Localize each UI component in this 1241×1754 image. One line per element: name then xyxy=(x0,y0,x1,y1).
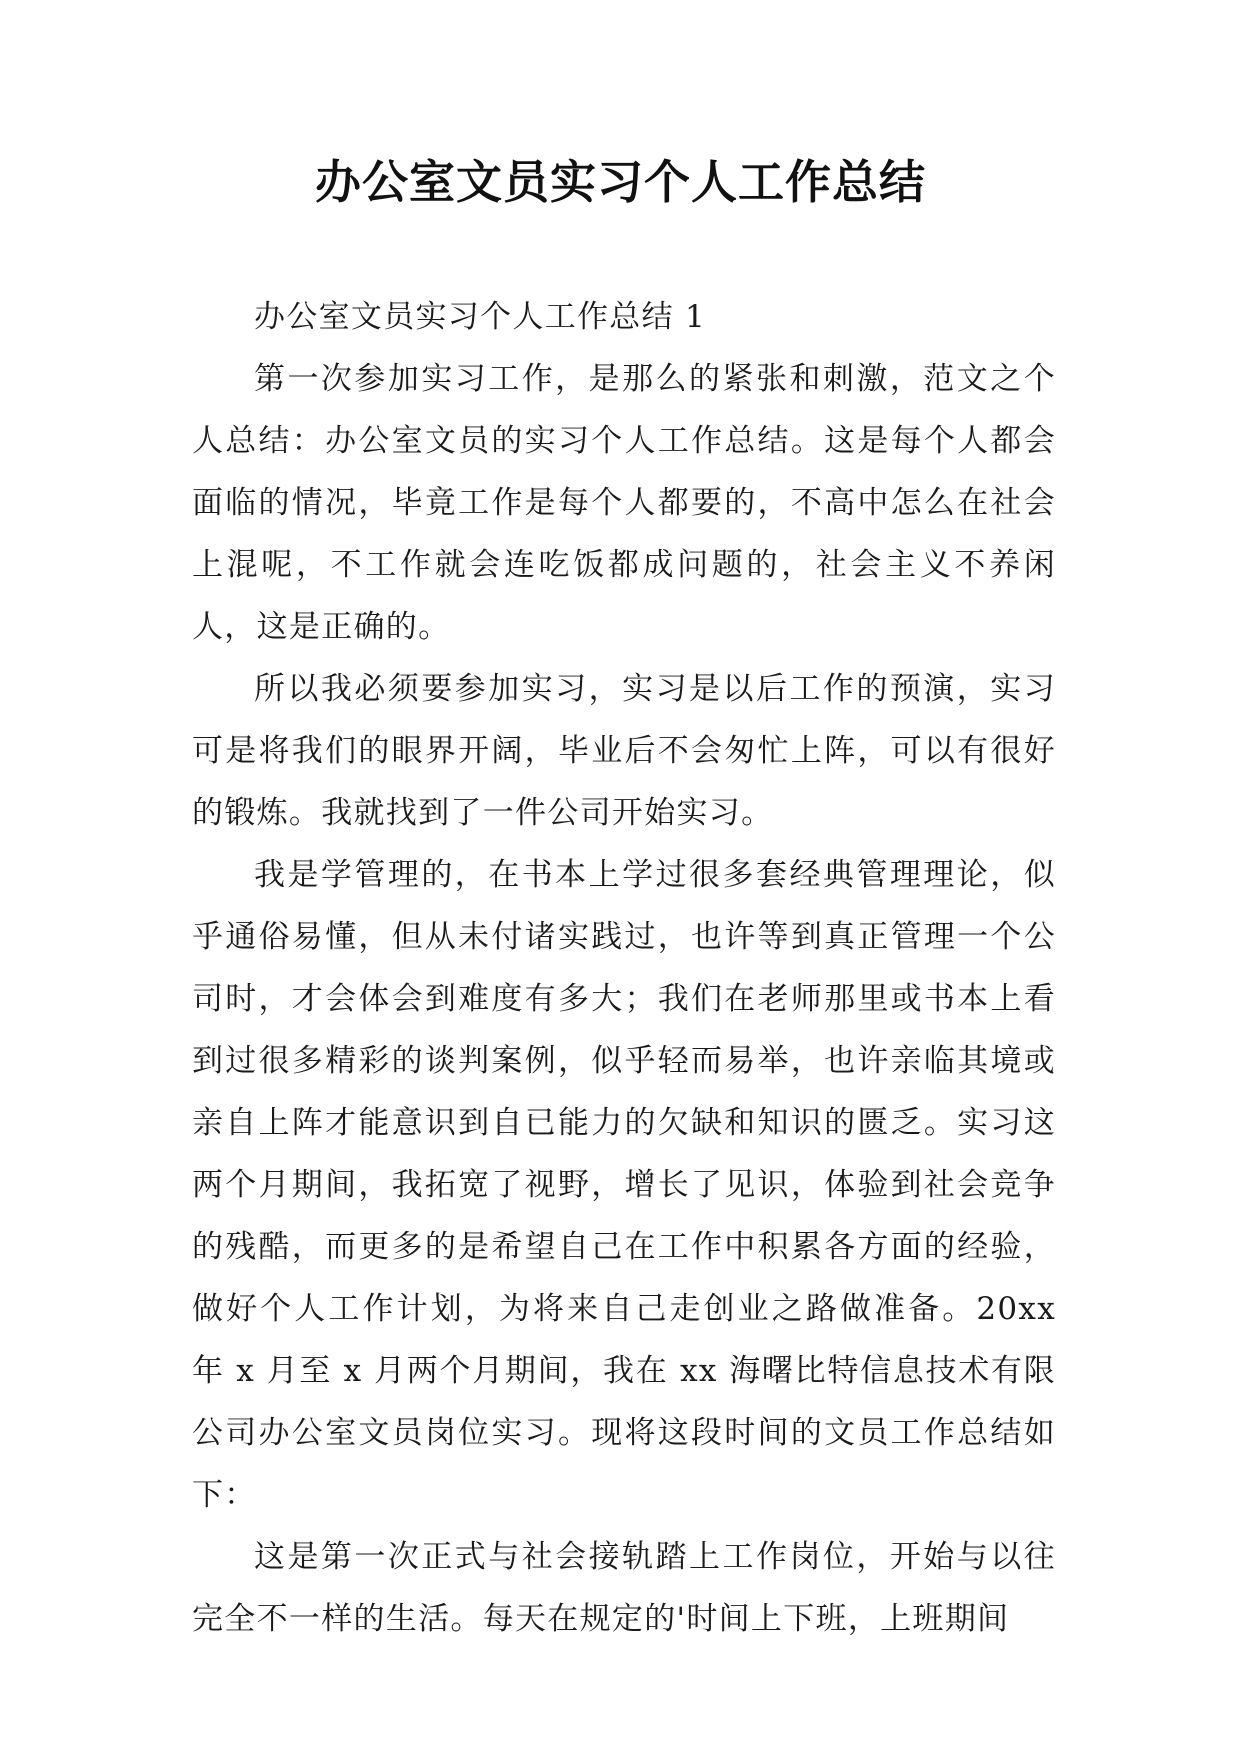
paragraph: 第一次参加实习工作，是那么的紧张和刺激，范文之个人总结：办公室文员的实习个人工作总结。这是每个人都会面临的情况，毕竟工作是每个人都要的，不高中怎么在社会上混呢，不工作就会连吃饭都成问题的，社会主义不养闲人，这是正确的。 xyxy=(192,361,1056,645)
section-subheading: 办公室文员实习个人工作总结 1 xyxy=(254,299,707,335)
paragraph: 所以我必须要参加实习，实习是以后工作的预演，实习可是将我们的眼界开阔，毕业后不会匆忙上阵，可以有很好的锻炼。我就找到了一件公司开始实习。 xyxy=(192,671,1056,831)
document-body xyxy=(192,286,1056,1650)
paragraph: 我是学管理的，在书本上学过很多套经典管理理论，似乎通俗易懂，但从未付诸实践过，也许等到真正管理一个公司时，才会体会到难度有多大；我们在老师那里或书本上看到过很多精彩的谈判案例，似乎轻而易举，也许亲临其境或亲自上阵才能意识到自已能力的欠缺和知识的匮乏。实习这两个月期间，我拓宽了视野，增长了见识，体验到社会竞争的残酷，而更多的是希望自己在工作中积累各方面的经验，做好个人工作计划，为将来自己走创业之路做准备。20xx 年 x 月至 x 月两个月期间，我在 xx 海曙比特信息技术有限公司办公室文员岗位实习。现将这段时间的文员工作总结如下： xyxy=(192,857,1056,1513)
document-title: 办公室文员实习个人工作总结 xyxy=(315,155,926,209)
paragraph: 这是第一次正式与社会接轨踏上工作岗位，开始与以往完全不一样的生活。每天在规定的'时间上下班，上班期间 xyxy=(192,1539,1056,1637)
